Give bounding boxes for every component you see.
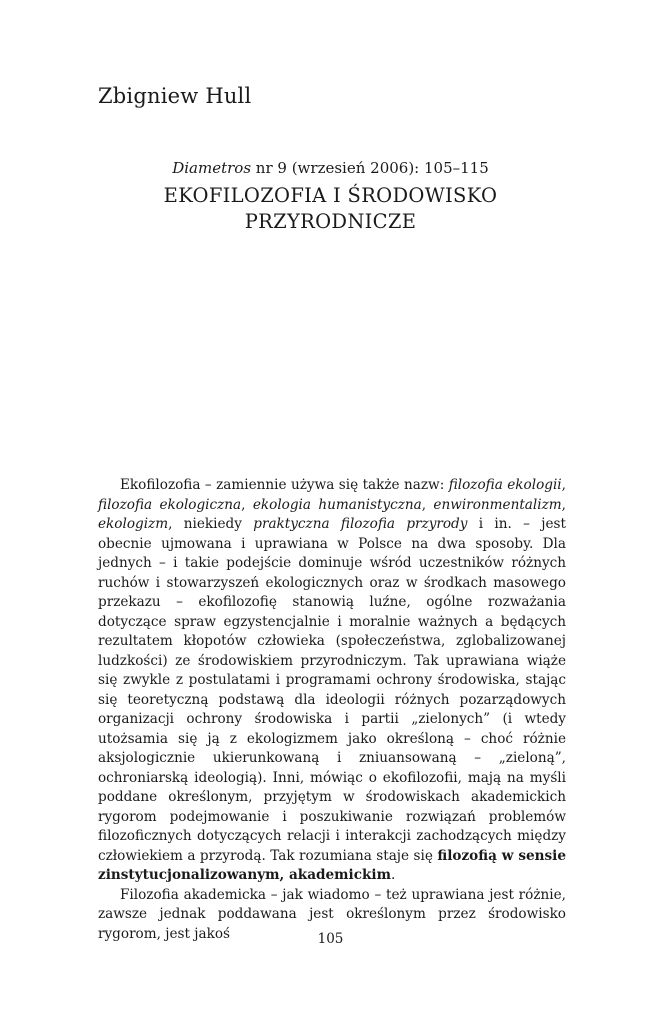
text-run: , bbox=[561, 477, 566, 493]
text-run: , bbox=[241, 496, 253, 513]
text-run: i in. – jest obecnie ujmowana i uprawiana w Polsce na dwa sposoby. Dla jednych – i takie podejście dominuje wśród uczestników różnych ruchów i stowarzyszeń ekologicznych oraz w środkach masowego przekazu – ekofilozofię stanowią luźne, ogólne rozważania dotyczące spraw egzystencjalnie i moralnie ważnych a będących rezultatem kłopotów człowieka (społeczeństwa, zglobalizowanej ludzkości) ze środowiskiem przyrodniczym. Tak uprawiana wiąże się zwykle z postulatami i programami ochrony środowiska, stając się teoretyczną podstawą dla ideologii różnych pozarządowych organizacji ochrony środowiska i partii „zielonych” (i wtedy utożsamia się ją z ekologizmem jako określoną – choć różnie aksjologicznie ukierunkowaną i zniuansowaną – „zieloną”, ochroniarską ideologią). Inni, mówiąc o ekofilozofii, mają na myśli poddane określonym, przyjętym w środowiskach akademickich rygorom podejmowanie i poszukiwanie rozwiązań problemów filozoficznych dotyczących relacji i interakcji zachodzących między człowiekiem a przyrodą. Tak rozumiana staje się bbox=[98, 516, 566, 864]
text-run: . bbox=[390, 867, 396, 883]
text-run: , niekiedy bbox=[168, 516, 254, 532]
article-title-line-1: EKOFILOZOFIA I ŚRODOWISKO bbox=[163, 184, 498, 207]
bold-emphasis: filozofią w sensie zinstytucjonalizowanym, akademickim bbox=[98, 847, 566, 883]
journal-name: Diametros bbox=[172, 159, 252, 177]
journal-citation bbox=[0, 158, 661, 178]
page-number: 105 bbox=[317, 931, 344, 947]
term-emphasis: filozofia ekologiczna bbox=[98, 496, 242, 513]
term-emphasis: filozofia ekologii bbox=[448, 477, 562, 493]
article-title-line-2: PRZYRODNICZE bbox=[244, 210, 417, 233]
text-run: , bbox=[561, 496, 566, 513]
text-run: Ekofilozofia – zamiennie używa się także nazw: bbox=[120, 477, 449, 493]
author-name: Zbigniew Hull bbox=[98, 84, 252, 108]
term-emphasis: ekologizm bbox=[98, 516, 169, 532]
term-emphasis: enwironmentalizm bbox=[433, 496, 562, 513]
article-body bbox=[98, 476, 566, 944]
article-title bbox=[0, 183, 661, 235]
paragraph-1 bbox=[98, 476, 566, 886]
article-header bbox=[0, 158, 661, 235]
text-run: , bbox=[421, 496, 434, 513]
term-emphasis: praktyczna filozofia przyrody bbox=[253, 516, 468, 532]
term-emphasis: ekologia humanistyczna bbox=[252, 496, 422, 513]
issue-info: nr 9 (wrzesień 2006): 105–115 bbox=[251, 159, 489, 177]
paragraph-2: Filozofia akademicka – jak wiadomo – też uprawiana jest różnie, zawsze jednak poddawana jest określonym przez środowisko rygorom, jest jakoś bbox=[98, 886, 566, 942]
